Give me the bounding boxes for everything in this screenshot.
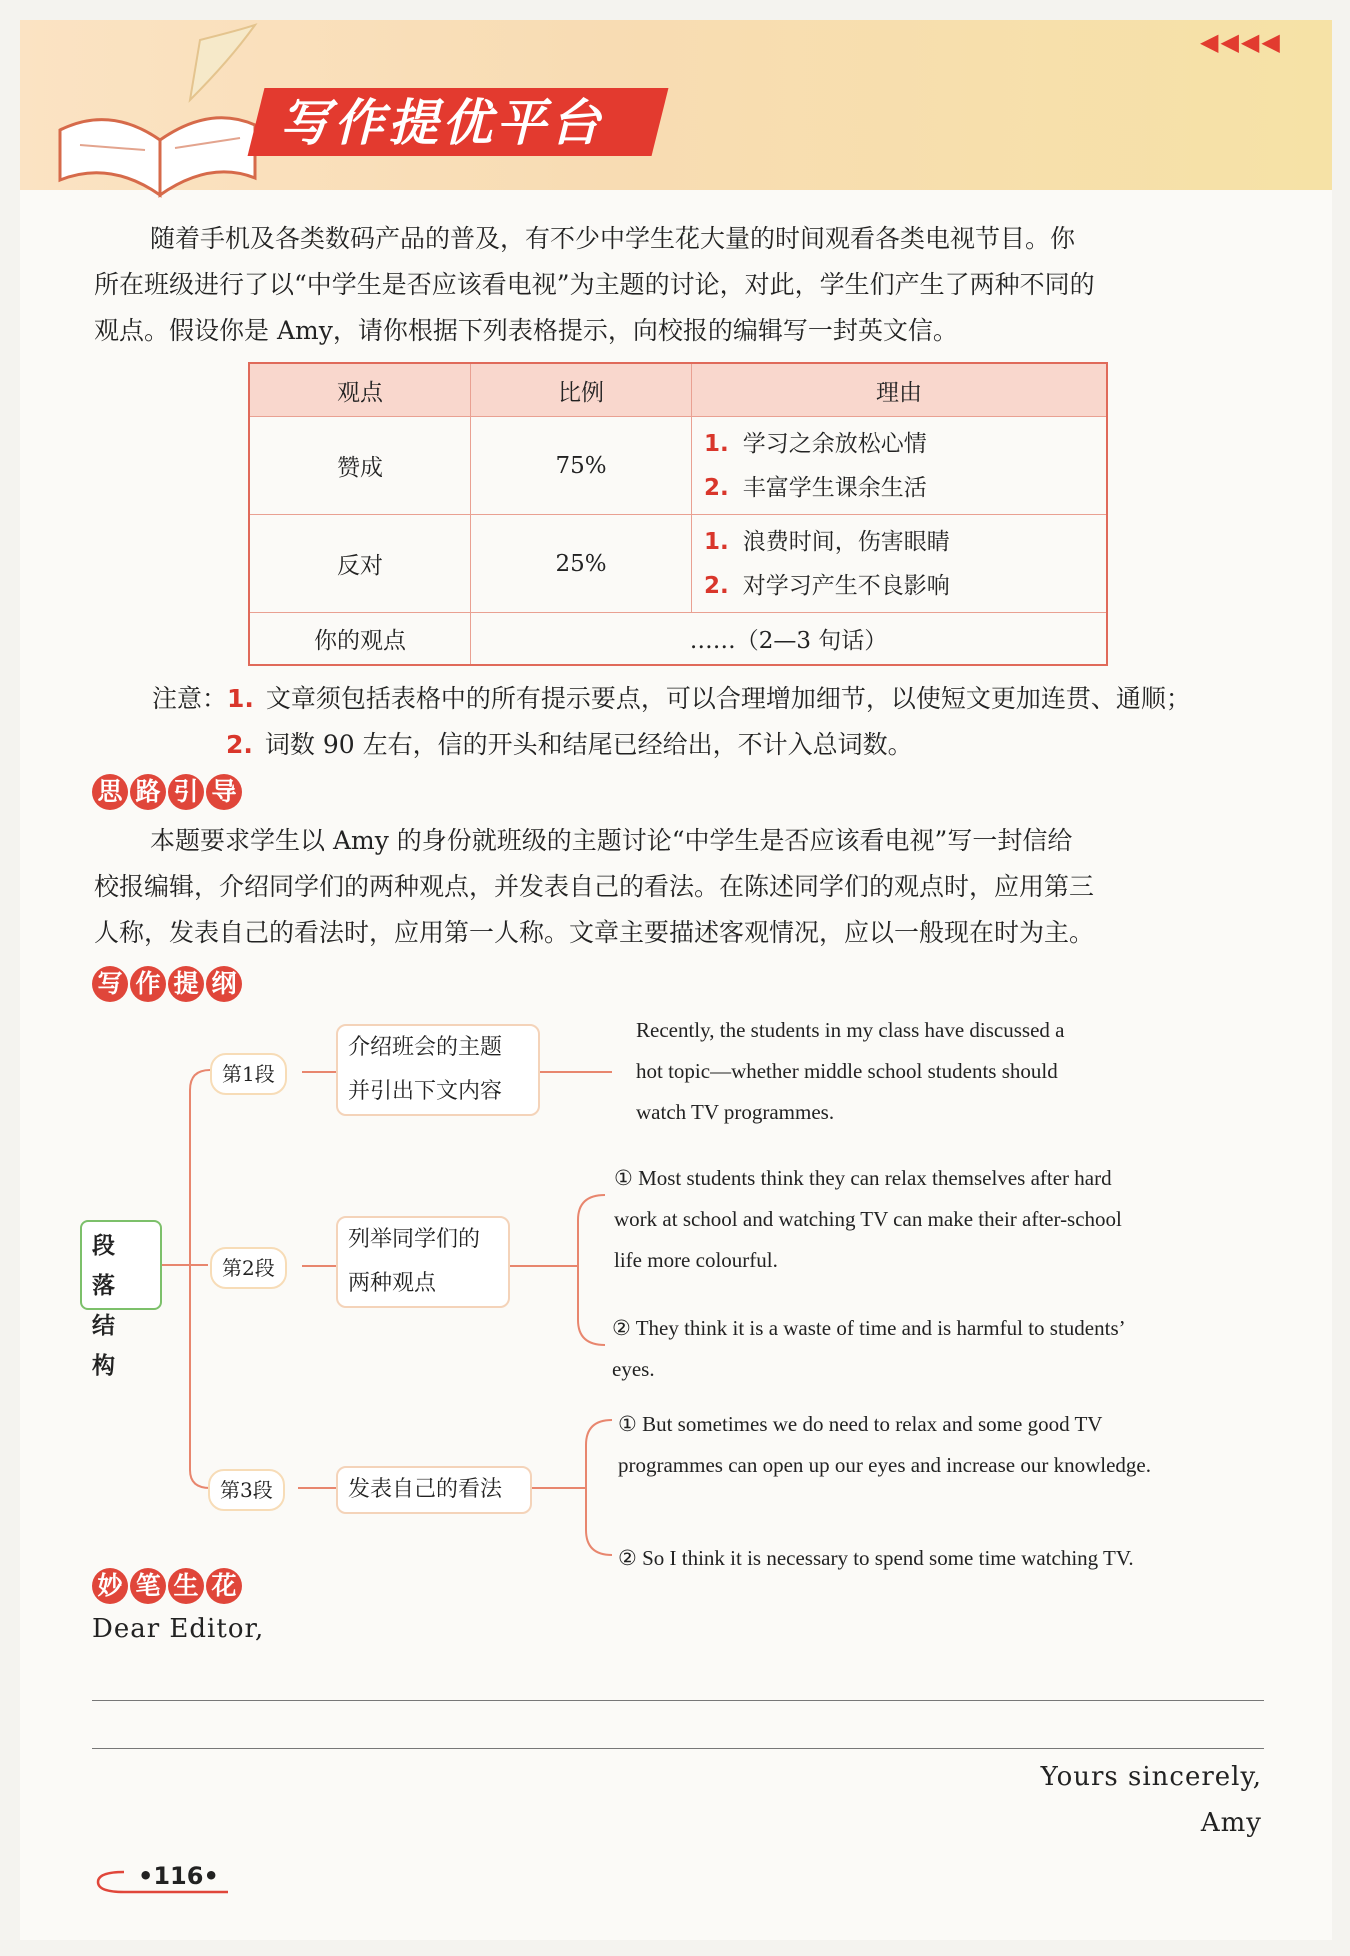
table-header-ratio: 比例 xyxy=(471,363,692,417)
outline-label-p1: 第1段 xyxy=(210,1053,287,1095)
section-char: 生 xyxy=(168,1568,204,1604)
section-char: 妙 xyxy=(92,1568,128,1604)
intro-line-2: 所在班级进行了以“中学生是否应该看电视”为主题的讨论，对此，学生们产生了两种不同的 xyxy=(94,270,1095,299)
guide-line-3: 人称，发表自己的看法时，应用第一人称。文章主要描述客观情况，应以一般现在时为主。 xyxy=(94,918,1095,947)
note-text: 文章须包括表格中的所有提示要点，可以合理增加细节，以使短文更加连贯、通顺； xyxy=(265,684,1191,713)
reason-text: 丰富学生课余生活 xyxy=(742,474,927,501)
reason-text: 浪费时间，伤害眼睛 xyxy=(742,528,950,555)
arrows-decoration: ◀◀◀◀ xyxy=(1200,28,1282,56)
english-line: watch TV programmes. xyxy=(636,1100,835,1124)
outline-label-p2: 第2段 xyxy=(210,1247,287,1289)
box-line: 两种观点 xyxy=(348,1271,437,1296)
note-text: 词数 90 左右，信的开头和结尾已经给出，不计入总词数。 xyxy=(264,730,913,759)
box-line: 并引出下文内容 xyxy=(348,1079,503,1104)
english-line: ① Most students think they can relax themselves after hard xyxy=(614,1166,1112,1190)
outline-english-p2a xyxy=(614,1158,1122,1281)
section-char: 笔 xyxy=(130,1568,166,1604)
outline-english-p2b xyxy=(612,1308,1126,1390)
outline-english-p1 xyxy=(636,1010,1064,1133)
section-char: 纲 xyxy=(206,966,242,1002)
english-line: ② They think it is a waste of time and is harmful to students’ xyxy=(612,1316,1126,1340)
section-char: 提 xyxy=(168,966,204,1002)
reason-number: 1. xyxy=(704,528,729,555)
section-char: 路 xyxy=(130,774,166,810)
your-view-label: 你的观点 xyxy=(249,613,471,665)
reason-number: 2. xyxy=(704,474,729,501)
reason-number: 2. xyxy=(704,572,729,599)
outline-box-p1 xyxy=(336,1024,540,1116)
guide-line-1: 本题要求学生以 Amy 的身份就班级的主题讨论“中学生是否应该看电视”写一封信给 xyxy=(150,826,1073,855)
english-line: life more colourful. xyxy=(614,1248,778,1272)
section-char: 导 xyxy=(206,774,242,810)
section-char: 引 xyxy=(168,774,204,810)
section-char: 思 xyxy=(92,774,128,810)
root-line: 结 构 xyxy=(92,1312,129,1379)
section-char: 写 xyxy=(92,966,128,1002)
english-line: hot topic—whether middle school students should xyxy=(636,1059,1058,1083)
letter-greeting: Dear Editor, xyxy=(92,1614,265,1644)
view-cell: 赞成 xyxy=(249,417,471,515)
section-heading-sample xyxy=(92,1568,242,1608)
page-title: 写作提优平台 xyxy=(280,94,604,152)
outline-box-p3: 发表自己的看法 xyxy=(336,1466,532,1514)
note-number: 2. xyxy=(226,730,253,759)
english-line: work at school and watching TV can make their after-school xyxy=(614,1207,1122,1231)
ratio-cell: 25% xyxy=(471,515,692,613)
outline-box-p2 xyxy=(336,1216,510,1308)
letter-closing: Yours sincerely, xyxy=(1040,1762,1262,1792)
ratio-cell: 75% xyxy=(471,417,692,515)
writing-line[interactable] xyxy=(92,1700,1264,1701)
intro-line-3: 观点。假设你是 Amy，请你根据下列表格提示，向校报的编辑写一封英文信。 xyxy=(94,316,958,345)
outline-root xyxy=(80,1220,162,1379)
english-line: programmes can open up our eyes and increase our knowledge. xyxy=(618,1453,1151,1477)
reason-number: 1. xyxy=(704,430,729,457)
page-number: •116• xyxy=(138,1862,219,1890)
view-cell: 反对 xyxy=(249,515,471,613)
note-number: 1. xyxy=(227,684,254,713)
table-header-reason: 理由 xyxy=(692,363,1108,417)
note-prefix: 注意： xyxy=(152,684,228,713)
outline-english-p3a xyxy=(618,1404,1151,1486)
writing-line[interactable] xyxy=(92,1748,1264,1749)
english-line: eyes. xyxy=(612,1357,655,1381)
guide-line-2: 校报编辑，介绍同学们的两种观点，并发表自己的看法。在陈述同学们的观点时，应用第三 xyxy=(94,872,1095,901)
english-line: Recently, the students in my class have discussed a xyxy=(636,1018,1065,1042)
box-line: 列举同学们的 xyxy=(348,1227,481,1252)
letter-signature: Amy xyxy=(1200,1808,1262,1838)
section-char: 作 xyxy=(130,966,166,1002)
table-header-view: 观点 xyxy=(249,363,471,417)
reason-text: 学习之余放松心情 xyxy=(742,430,927,457)
your-view-value: ……（2—3 句话） xyxy=(471,613,1108,665)
outline-label-p3: 第3段 xyxy=(208,1469,285,1511)
section-char: 花 xyxy=(206,1568,242,1604)
box-line: 介绍班会的主题 xyxy=(348,1035,503,1060)
outline-english-p3b: ② So I think it is necessary to spend some time watching TV. xyxy=(618,1546,1134,1570)
reason-text: 对学习产生不良影响 xyxy=(742,572,950,599)
intro-line-1: 随着手机及各类数码产品的普及，有不少中学生花大量的时间观看各类电视节目。你 xyxy=(150,224,1076,253)
english-line: ① But sometimes we do need to relax and some good TV xyxy=(618,1412,1103,1436)
root-line: 段 落 xyxy=(92,1232,129,1299)
